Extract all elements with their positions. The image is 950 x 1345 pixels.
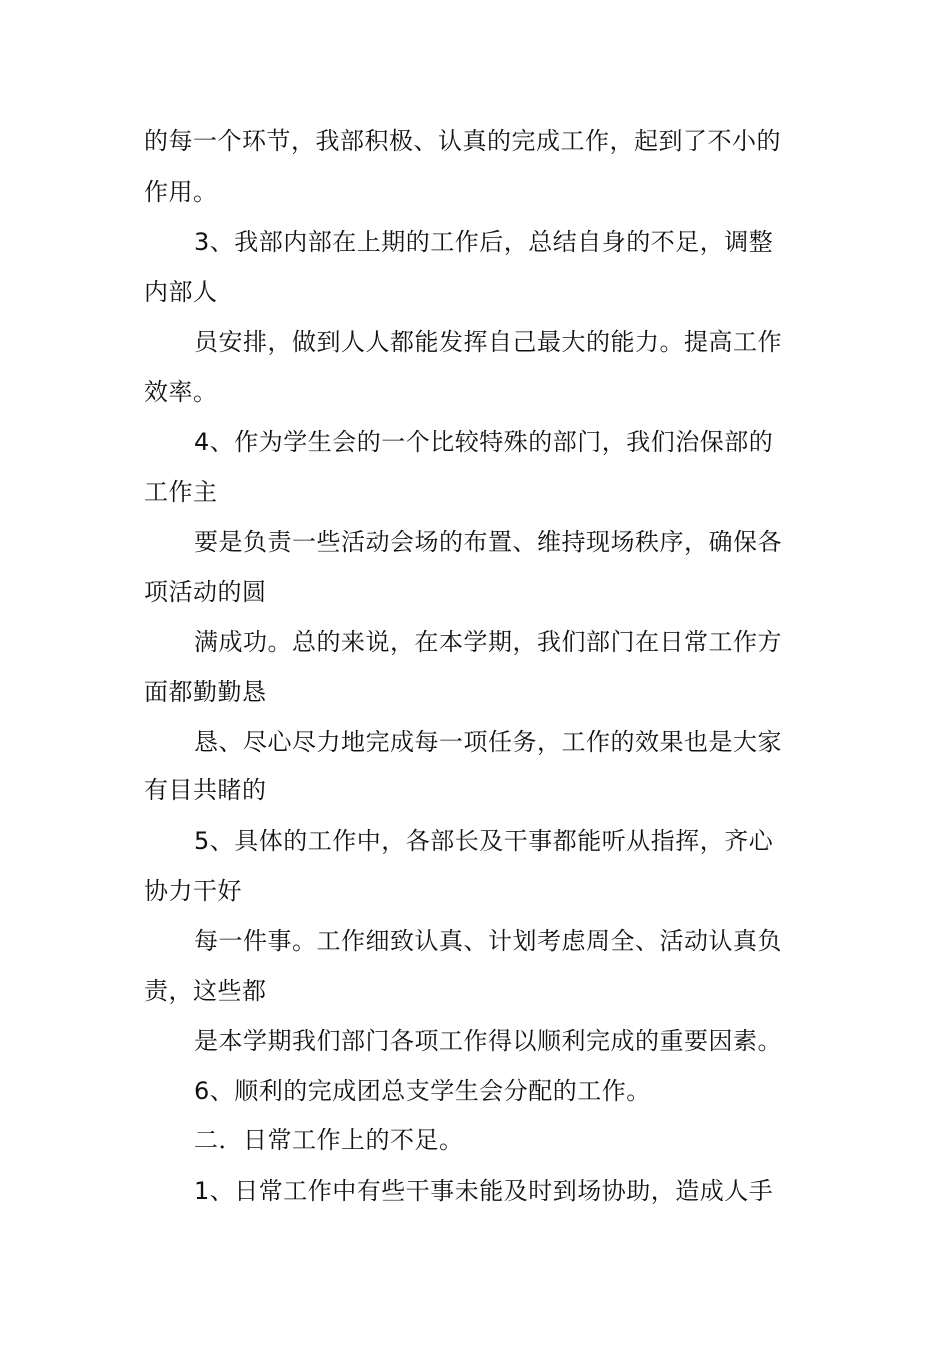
text-line: 工作主 [144, 478, 218, 506]
text-line: 6、顺利的完成团总支学生会分配的工作。 [194, 1077, 651, 1105]
text-line: 责，这些都 [144, 977, 267, 1005]
text-line: 面都勤勤恳 [144, 678, 267, 706]
text-line: 是本学期我们部门各项工作得以顺利完成的重要因素。 [194, 1027, 782, 1055]
text-line: 作用。 [144, 178, 218, 206]
text-line: 每一件事。工作细致认真、计划考虑周全、活动认真负 [194, 927, 782, 955]
text-line: 3、我部内部在上期的工作后，总结自身的不足，调整 [194, 228, 774, 256]
text-line: 恳、尽心尽力地完成每一项任务，工作的效果也是大家 [194, 728, 782, 756]
text-line: 满成功。总的来说，在本学期，我们部门在日常工作方 [194, 628, 782, 656]
text-line: 员安排，做到人人都能发挥自己最大的能力。提高工作 [194, 328, 782, 356]
text-line: 项活动的圆 [144, 578, 267, 606]
text-line: 5、具体的工作中，各部长及干事都能听从指挥，齐心 [194, 827, 774, 855]
text-line: 内部人 [144, 278, 218, 306]
text-line: 协力干好 [144, 877, 242, 905]
text-line: 有目共睹的 [144, 776, 267, 804]
section-heading: 二．日常工作上的不足。 [194, 1126, 464, 1154]
text-line: 效率。 [144, 378, 218, 406]
text-line: 1、日常工作中有些干事未能及时到场协助，造成人手 [194, 1177, 774, 1205]
text-line: 要是负责一些活动会场的布置、维持现场秩序，确保各 [194, 528, 782, 556]
text-line: 4、作为学生会的一个比较特殊的部门，我们治保部的 [194, 428, 774, 456]
text-line: 的每一个环节，我部积极、认真的完成工作，起到了不小的 [144, 127, 781, 155]
